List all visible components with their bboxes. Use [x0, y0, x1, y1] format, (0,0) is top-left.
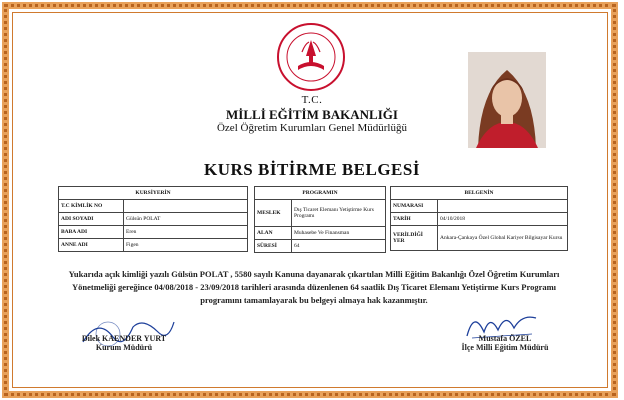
- trainee-table: [58, 186, 248, 252]
- certificate-info-table: [390, 186, 568, 251]
- table-row: ADI SOYADI Gülsün POLAT: [59, 213, 248, 226]
- program-table: [254, 186, 386, 253]
- table-row: TARİH 04/10/2018: [391, 213, 568, 226]
- certificate-statement: Yukarıda açık kimliği yazılı Gülsün POLAT , 5580 sayılı Kanuna dayanarak çıkartılan Milli Eğitim Bakanlığı Özel Öğretim Kurumları Yönetmeliği gereğince 04/08/2018 - 23/09/2018 tarihleri arasında düzenlenen 64 saatlik Dış Ticaret Elemanı Yetiştirme Kurs Programı programını tamamlayarak bu belgeyi almaya hak kazanmıştır.: [68, 269, 560, 305]
- program-heading: PROGRAMIN: [255, 187, 386, 200]
- trainee-heading: KURSİYERİN: [59, 187, 248, 200]
- table-row: SÜRESİ 64: [255, 240, 386, 253]
- holder-photo: [468, 52, 546, 148]
- right-signatory: [440, 334, 570, 352]
- table-row: VERİLDİĞİ YER Ankara-Çankaya Özel Global Kariyer Bilgisayar Kursu: [391, 226, 568, 251]
- table-row: ALAN Muhasebe Ve Finansman: [255, 227, 386, 240]
- document-title: KURS BİTİRME BELGESİ: [204, 160, 420, 179]
- table-row: T.C KİMLİK NO: [59, 200, 248, 213]
- right-signatory-title: İlçe Milli Eğitim Müdürü: [461, 343, 549, 352]
- right-signatory-name: Mustafa ÖZEL: [478, 334, 532, 343]
- certificate-info-heading: BELGENİN: [391, 187, 568, 200]
- portrait-image: [468, 52, 546, 148]
- table-row: ANNE ADI Figen: [59, 239, 248, 252]
- header-department: Özel Öğretim Kurumları Genel Müdürlüğü: [216, 122, 407, 134]
- header-ministry: MİLLİ EĞİTİM BAKANLIĞI: [226, 107, 398, 122]
- table-row: MESLEK Dış Ticaret Elemanı Yetiştirme Kurs Programı: [255, 200, 386, 227]
- header-tc: T.C.: [301, 94, 323, 106]
- ministry-seal-logo: [276, 22, 346, 92]
- left-signatory: [64, 334, 184, 352]
- left-signatory-title: Kurum Müdürü: [95, 343, 153, 352]
- table-row: BABA ADI Eren: [59, 226, 248, 239]
- table-row: NUMARASI: [391, 200, 568, 213]
- left-signatory-name: Dilek KAENDER YURT: [81, 334, 167, 343]
